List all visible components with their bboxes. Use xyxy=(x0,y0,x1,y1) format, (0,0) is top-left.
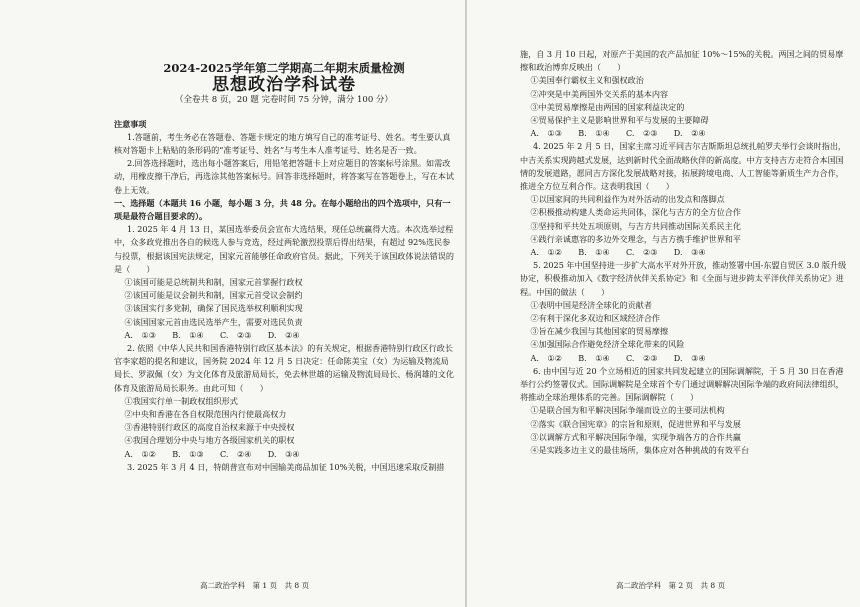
question-4-item: ①以国家间的共同利益作为对外活动的出发点和落脚点 xyxy=(530,194,725,205)
question-4-item: ④践行亲诚惠容的多边外交理念，与吉方携手维护世界和平 xyxy=(530,233,741,244)
question-2-item: ④我国合理划分中央与地方各级国家机关的职权 xyxy=(124,435,295,446)
exam-meta: （全卷共 8 页，20 题 完卷时间 75 分钟，满分 100 分） xyxy=(175,95,393,106)
question-5-item: ④加强国际合作避免经济全球化带来的风险 xyxy=(530,339,685,350)
question-4-item: ③坚持和平共处五项原则，与吉方共同推动国际关系民主化 xyxy=(530,220,741,231)
question-1-stem: 1. 2025 年 4 月 13 日，某国选举委员会宣布大选结果，现任总统赢得大选。本次选举过程中，众多政党推出各自的候选人参与竞选，经过两轮激烈投票后得出结果，有超过 92%选民参与投票，根据该国宪法规定，国家元首能够任命政府官员。据此，下列关于该国政体说法错误的是（ ） xyxy=(114,224,454,274)
question-2-item: ②中央和香港在各自权限范围内行使最高权力 xyxy=(124,409,287,420)
question-6-item: ③以调解方式和平解决国际争端，实现争端各方的合作共赢 xyxy=(530,431,741,442)
question-3-item: ④贸易保护主义是影响世界和平与发展的主要障碍 xyxy=(530,115,709,126)
question-2-stem: 2. 依照《中华人民共和国香港特别行政区基本法》的有关规定，根据香港特别行政区行政长官李家超的提名和建议，国务院 2024 年 12 月 5 日决定：任命陈美宝（女）为运输及物流局局长、罗淑佩（女）为文化体育及旅游局局长，免去林世雄的运输及物流局局长、杨润雄的文化体育及旅游局局长职务。由此可知（ ） xyxy=(114,343,454,393)
page-2 xyxy=(466,0,860,607)
question-3-stem-cont: 施，自 3 月 10 日起，对原产于美国的农产品加征 10%～15%的关税。两国之间的贸易摩擦和政治博弈反映出（ ） xyxy=(520,49,844,73)
question-2-item: ③香港特别行政区的高度自治权来源于中央授权 xyxy=(124,422,295,433)
question-3-item: ①美国奉行霸权主义和强权政治 xyxy=(530,75,644,86)
question-3-options: A. ①③ B. ①④ C. ②③ D. ②④ xyxy=(530,128,706,139)
question-1-options: A. ①③ B. ①④ C. ②③ D. ②④ xyxy=(124,329,300,340)
question-3-item: ②冲突是中美两国外交关系的基本内容 xyxy=(530,88,669,99)
exam-title: 2024-2025学年第二学期高二年期末质量检测 xyxy=(163,61,405,75)
page-2-content xyxy=(520,48,850,457)
page-1-content xyxy=(114,62,454,474)
question-6-item: ②落实《联合国宪章》的宗旨和原则，促进世界和平与发展 xyxy=(530,418,741,429)
note-2: 2.回答选择题时，选出每小题答案后，用铅笔把答题卡上对应题目的答案标号涂黑。如需改动，用橡皮擦干净后，再选涂其他答案标号。回答非选择题时，将答案写在答题卷上，写在本试卷上无效。 xyxy=(114,158,454,195)
page-2-footer: 高二政治学科 第 2 页 共 8 页 xyxy=(616,581,726,590)
question-2-item: ①我国实行单一制政权组织形式 xyxy=(124,395,238,406)
section-1-heading: 一、选择题（本题共 16 小题，每小题 3 分，共 48 分。在每小题给出的四个选项中，只有一项是最符合题目要求的）。 xyxy=(114,197,451,222)
note-1: 1.答题前，考生务必在答题卷、答题卡规定的地方填写自己的准考证号、姓名。考生要认真核对答题卡上粘贴的条形码的“准考证号、姓名”与考生本人准考证号、姓名是否一致。 xyxy=(114,131,451,156)
question-1-item: ④该国国家元首由选民选举产生，需要对选民负责 xyxy=(124,316,303,327)
notes-heading: 注意事项 xyxy=(114,118,147,129)
page-1-footer: 高二政治学科 第 1 页 共 8 页 xyxy=(200,581,310,590)
question-5-options: A. ①② B. ①④ C. ②③ D. ③④ xyxy=(530,352,706,363)
question-5-item: ③旨在减少我国与其他国家的贸易摩擦 xyxy=(530,326,669,337)
question-3-stem-start: 3. 2025 年 3 月 4 日，特朗普宣布对中国输美商品加征 10%关税，中国迅速采取反制措 xyxy=(126,461,445,472)
question-1-item: ③该国实行多党制，确保了国民选举权利顺利实现 xyxy=(124,303,303,314)
question-1-item: ②该国可能是议会制共和制，国家元首受议会制约 xyxy=(124,290,303,301)
question-6-item: ④是实践多边主义的最佳场所，集体应对各种挑战的有效平台 xyxy=(530,445,750,456)
question-4-stem: 4. 2025 年 2 月 5 日，国家主席习近平同吉尔吉斯斯坦总统扎帕罗夫举行会谈时指出，中吉关系实现跨越式发展，达到新时代全面战略伙伴的新高度。中方支持吉方走符合本国国情的发展道路，愿同吉方深化发展战略对接，拓展跨境电商、人工智能等新质生产力合作，推进全方位互利合作。这表明我国（ ） xyxy=(520,141,847,192)
question-5-item: ①表明中国是经济全球化的贡献者 xyxy=(530,299,652,310)
question-6-stem: 6. 由中国与近 20 个立场相近的国家共同发起建立的国际调解院，于 5 月 30 日在香港举行公约签署仪式。国际调解院是全球首个专门通过调解解决国际争端的政府间法律组织，将推动全球治理体系的完善。国际调解院（ ） xyxy=(520,365,844,403)
question-4-options: A. ①② B. ①④ C. ②③ D. ③④ xyxy=(530,247,706,258)
question-2-options: A. ①② B. ①③ C. ②④ D. ③④ xyxy=(124,448,300,459)
question-3-item: ③中美贸易摩擦是由两国的国家利益决定的 xyxy=(530,101,685,112)
question-4-item: ②积极推动构建人类命运共同体，深化与吉方的全方位合作 xyxy=(530,207,741,218)
question-5-stem: 5. 2025 年中国坚持进一步扩大高水平对外开放，推动签署中国-东盟自贸区 3.0 版升级协定，积极推动加入《数字经济伙伴关系协定》和《全面与进步跨太平洋伙伴关系协定》进程。中国的做法（ ） xyxy=(520,260,847,297)
question-1-item: ①该国可能是总统制共和制，国家元首掌握行政权 xyxy=(124,277,303,288)
question-5-item: ②有利于深化多双边和区域经济合作 xyxy=(530,313,661,324)
question-6-item: ①是联合国为和平解决国际争端而设立的主要司法机构 xyxy=(530,405,725,416)
subject-title: 思想政治学科试卷 xyxy=(212,75,356,96)
